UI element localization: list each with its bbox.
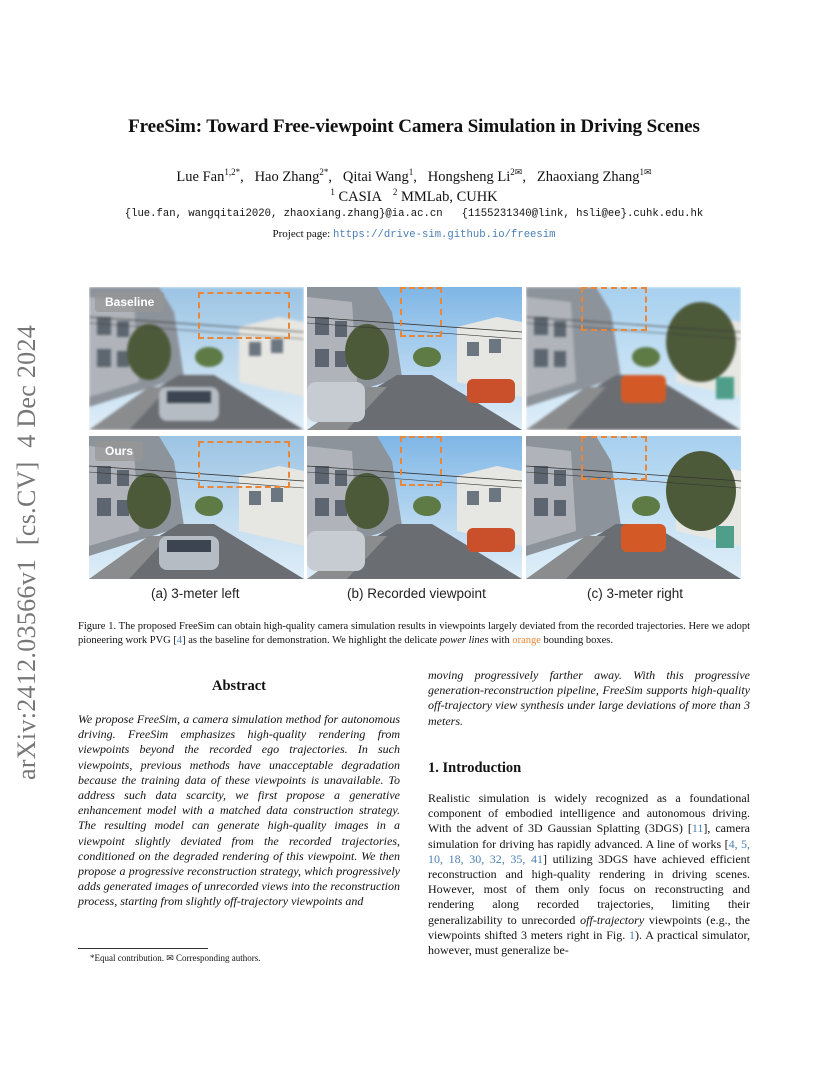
figure-caption: [78, 620, 750, 647]
abstract-continued: moving progressively farther away. With this progressive generation-reconstruction pipeline, FreeSim supports high-quality off-trajectory view synthesis under large deviations of more than 3 meters.: [428, 668, 750, 728]
intro-text: Realistic simulation is widely recognized as a foundational component of embodied intelligence and autonomous driving. With the advent of 3D Gaussian Splatting (3DGS) [: [428, 791, 750, 836]
intro-text: ] utilizing 3DGS have achieved efficient reconstruction and high-quality rendering in driving scenes. However, most of them only focus on reconstructing and rendering along recorded trajectories, limiting their generalizability to unrecorded: [428, 851, 751, 927]
citation[interactable]: 11: [691, 821, 704, 836]
power-line-highlight-box: [198, 292, 290, 339]
author-name: Hongsheng Li: [427, 168, 511, 185]
intro-text: ], camera simulation for driving has rapidly advanced. A line of works [: [428, 821, 750, 851]
caption-text: bounding boxes.: [540, 634, 613, 646]
affil-sup: 1: [330, 187, 335, 197]
caption-text: ] as the baseline for demonstration. We highlight the delicate: [182, 634, 440, 646]
affil-name: MMLab, CUHK: [400, 188, 498, 205]
subcaption-a: (a) 3-meter left: [151, 586, 240, 601]
intro-emphasis: off-trajectory: [580, 912, 645, 927]
intro-paragraph: [428, 791, 750, 958]
figure-ref[interactable]: 1: [629, 927, 636, 942]
project-label: Project page:: [272, 228, 331, 240]
citation-list[interactable]: 4, 5, 10, 18, 30, 32, 35, 41: [428, 836, 751, 866]
caption-text: Figure 1. The proposed FreeSim can obtain high-quality camera simulation results in viewpoints largely deviated from the recorded trajectories. Here we adopt pioneering work PVG [: [78, 621, 750, 646]
author-name: Hao Zhang: [254, 168, 320, 185]
footnote: *Equal contribution. ✉ Corresponding authors.: [90, 953, 261, 963]
author-list: Lue Fan$^{1,2*}$, Hao Zhang$^{2*}$, Qitai Wang$^1$, Hongsheng $Li^{2✉}$, Zhaoxiang Zhang$^{1✉}$: [176, 167, 652, 185]
project-link[interactable]: https://drive-sim.github.io/freesim: [332, 229, 556, 241]
row-label-ours: Ours: [95, 441, 143, 461]
subcaption-b: (b) Recorded viewpoint: [347, 586, 486, 601]
affil-sup: 2: [392, 187, 398, 197]
power-line-highlight-box: [581, 436, 647, 480]
intro-text: viewpoints (e.g., the viewpoints shifted 3 meters right in Fig.: [428, 912, 750, 942]
footnote-rule: [78, 948, 208, 949]
abstract-heading: Abstract: [212, 678, 266, 694]
subcaption-c: (c) 3-meter right: [587, 586, 684, 601]
power-line-highlight-box: [400, 287, 442, 337]
project-page: [0, 228, 828, 241]
author-sup: 1: [408, 167, 414, 177]
intro-text: ). A practical simulator, however, must generalize be-: [428, 927, 750, 958]
caption-text: with: [488, 634, 513, 646]
affiliations: [0, 187, 828, 206]
paper-title: FreeSim: Toward Free-viewpoint Camera Simulation in Driving Scenes: [128, 116, 700, 137]
caption-emphasis: power lines: [439, 634, 489, 646]
power-line-highlight-box: [581, 287, 647, 331]
author-name: Qitai Wang: [342, 168, 409, 185]
caption-citation[interactable]: 4: [176, 634, 183, 646]
affil-name: CASIA: [338, 188, 382, 205]
author-name: Zhaoxiang Zhang: [536, 168, 640, 185]
power-line-highlight-box: [400, 436, 442, 486]
author-sup: 1,2*: [224, 167, 241, 177]
intro-heading: 1. Introduction: [428, 760, 522, 776]
author-sup: 2*: [319, 167, 329, 177]
abstract-body: We propose FreeSim, a camera simulation method for autonomous driving. FreeSim emphasizes high-quality rendering from viewpoints beyond the recorded ego trajectories. In such viewpoints, previous methods have unacceptable degradation because the training data of these viewpoints is unavailable. To address such data scarcity, we first propose a generative enhancement model with a matched data construction strategy. The resulting model can generate high-quality images in a viewpoint slightly deviated from the recorded trajectories, conditioned on the degraded rendering of this viewpoint. We then propose a progressive reconstruction strategy, which progressively adds generated images of unrecorded views into the reconstruction process, starting from slightly off-trajectory viewpoints and: [78, 712, 400, 909]
author-sup: 2✉: [510, 167, 523, 177]
author-sup: 1✉: [639, 167, 652, 177]
author-emails: {lue.fan, wangqitai2020, zhaoxiang.zhang}@ia.ac.cn {1155231340@link, hsli@ee}.cuhk.edu.hk: [124, 208, 704, 220]
power-line-highlight-box: [198, 441, 290, 488]
caption-color-word: orange: [512, 634, 541, 646]
row-label-baseline: Baseline: [95, 292, 164, 312]
arxiv-stamp: arXiv:2412.03566v1 [cs.CV] 4 Dec 2024: [12, 324, 41, 780]
author-name: Lue Fan: [176, 168, 225, 185]
